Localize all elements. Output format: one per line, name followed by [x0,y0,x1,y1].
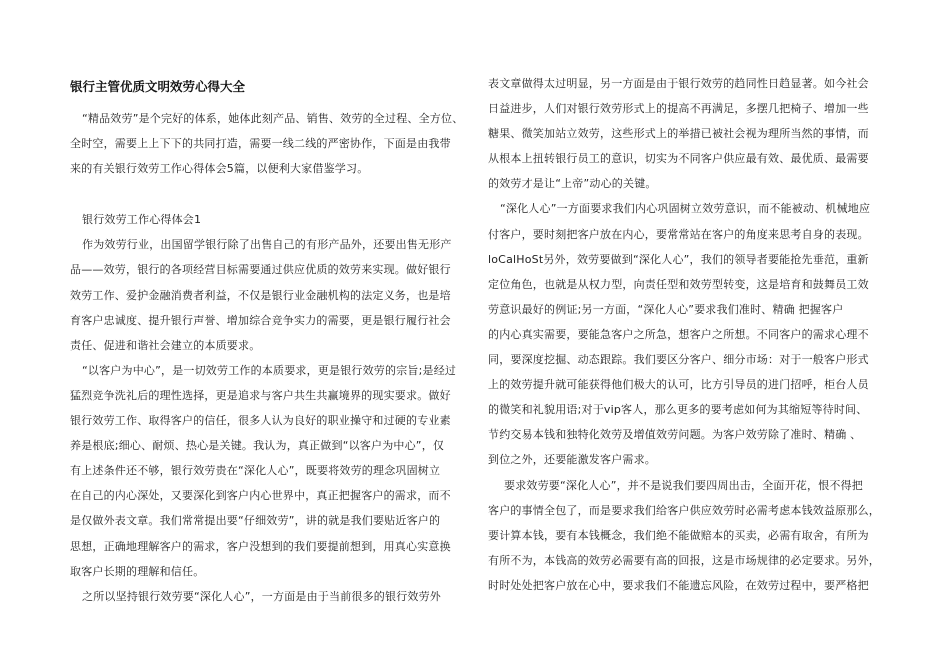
body-line: 节约交易本钱和独特化效劳及增值效劳问题。为客户效劳除了准时、精确 、 [488,428,862,442]
intro-line: “精品效劳”是个完好的体系，她体此刻产品、销售、效劳的全过程、全方位、 [82,112,464,125]
body-line: 劳意识最好的例证;另一方面，“深化人心”要求我们准时、精确 把握客户 [488,302,844,316]
section-heading: 银行效劳工作心得体会1 [82,213,202,227]
body-line: “以客户为中心”，是一切效劳工作的本质要求，更是银行效劳的宗旨;是经过 [82,363,457,377]
body-line: 客户的事情全包了，而是要求我们给客户供应效劳时必需考虑本钱效益原那么， [488,503,880,517]
body-line: 思想，正确地理解客户的需求，客户没想到的我们要提前想到，用真心实意换 [70,539,451,553]
body-line: 养是根底;细心、耐烦、热心是关键。我认为，真正做到“以客户为中心”，仅 [70,439,445,453]
body-line: 效劳工作、爱护金融消费者利益，不仅是银行业金融机构的法定义务，也是培 [70,288,451,302]
body-line: 糖果、微笑加站立效劳，这些形式上的举措已被社会视为理所当然的事情，而 [488,127,869,141]
body-line: 的效劳才是让“上帝”动心的关键。 [488,177,657,191]
body-line: 猛烈竞争洗礼后的理性选择，更是追求与客户共生共赢境界的现实要求。做好 [70,388,451,402]
right-column [488,71,881,598]
body-line: 银行效劳工作、取得客户的信任，很多人认为良好的职业操守和过硬的专业素 [70,414,451,428]
body-line: 有所不为，本钱高的效劳必需要有高的回报，这是市场规律的必定要求。另外， [488,553,880,567]
intro-line: 全时空，需要上上下下的共同打造，需要一线二线的严密协作，下面是由我带 [70,137,451,151]
body-line: 同，要深度挖掘、动态跟踪。我们要区分客户、细分市场：对于一般客户形式 [488,353,869,367]
paragraph-gap [70,181,468,207]
body-line: 表文章做得太过明显，另一方面是由于银行效劳的趋同性日趋显著。如今社会 [488,77,869,90]
body-line: 时时处处把客户放在心中，要求我们不能遗忘风险，在效劳过程中，要严格把 [488,578,869,592]
left-column [70,70,468,609]
body-line: 从根本上扭转银行员工的意识，切实为不同客户供应最有效、最优质、最需要 [488,152,869,166]
body-line: 有上述条件还不够，银行效劳贵在“深化人心”，既要将效劳的理念巩固树立 [70,464,441,478]
body-line: 是仅做外表文章。我们常常提出要“仔细效劳”，讲的就是我们要贴近客户的 [70,514,441,528]
body-line: 的微笑和礼貌用语;对于vip客人，那么更多的要考虑如何为其缩短等待时间、 [488,403,868,417]
body-line: 品——效劳，银行的各项经营目标需要通过供应优质的效劳来实现。做好银行 [70,263,451,277]
body-line: “深化人心”一方面要求我们内心巩固树立效劳意识，而不能被动、机械地应 [500,202,871,216]
body-line: 到位之外，还要能激发客户需求。 [488,453,656,467]
body-line: 要求效劳要“深化人心”，并不是说我们要四周出击，全面开花，恨不得把 [504,478,863,492]
body-line: 育客户忠诚度、提升银行声誉、增加综合竞争实力的需要，更是银行履行社会 [70,313,451,327]
intro-line: 来的有关银行效劳工作心得体会5篇，以便利大家借鉴学习。 [70,162,369,176]
body-line: 作为效劳行业，出国留学银行除了出售自己的有形产品外，还要出售无形产 [82,238,452,252]
body-line: 责任、促进和谐社会建立的本质要求。 [70,338,261,352]
body-line: 的内心真实需要，要能急客户之所急，想客户之所想。不同客户的需求心理不 [488,327,869,341]
document-title: 银行主管优质文明效劳心得大全 [70,79,246,94]
body-line: 在自己的内心深处，又要深化到客户内心世界中，真正把握客户的需求，而不 [70,489,451,503]
body-line: 付客户，要时刻把客户放在内心，要常常站在客户的角度来思考自身的表现。 [488,227,869,241]
body-line: 定位角色，也就是从权力型，向责任型和效劳型转变，这是培育和鼓舞员工效 [488,277,869,291]
body-line: loCalHoSt另外，效劳要做到“深化人心”，我们的领导者要能抢先垂范，重新 [488,252,869,266]
body-line: 之所以坚持银行效劳要“深化人心”，一方面是由于当前很多的银行效劳外 [82,589,441,603]
body-line: 日益进步，人们对银行效劳形式上的提高不再满足，多摆几把椅子、增加一些 [488,102,869,116]
body-line: 上的效劳提升就可能获得他们极大的认可，比方引导员的进门招呼，柜台人员 [488,378,869,392]
body-line: 要计算本钱，要有本钱概念，我们绝不能做赔本的买卖，必需有取舍，有所为 [488,528,869,542]
body-line: 取客户长期的理解和信任。 [70,564,205,578]
